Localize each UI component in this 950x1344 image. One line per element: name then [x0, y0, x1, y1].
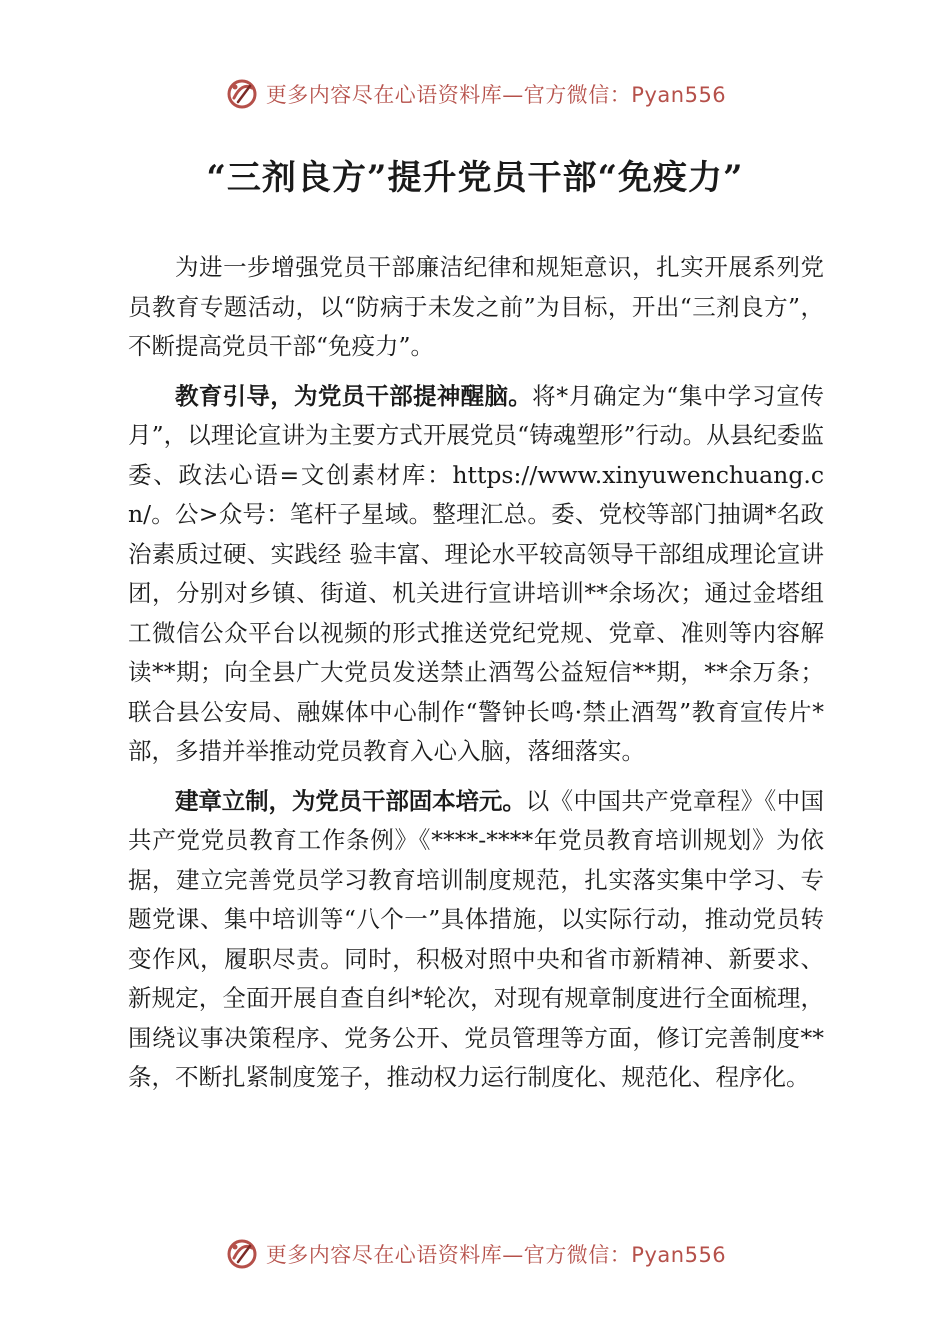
header-watermark [0, 76, 950, 112]
document-title: “三剂良方”提升党员干部“免疫力” [206, 158, 744, 198]
paragraph-lead: 建章立制，为党员干部固本培元。 [175, 786, 526, 815]
paragraph-text: 以《中国共产党章程》《中国共产党党员教育工作条例》《****-****年党员教育培训规划》为依据，建立完善党员学习教育培训制度规范，扎实落实集中学习、专题党课、集中培训等“八个一”具体措施，以实际行动，推动党员转变作风，履职尽责。同时，积极对照中央和省市新精神、新要求、新规定，全面开展自查自纠*轮次，对现有规章制度进行全面梳理，围绕议事决策程序、党务公开、党员管理等方面，修订完善制度**条，不断扎紧制度笼子，推动权力运行制度化、规范化、程序化。 [128, 786, 825, 1091]
watermark-text: 更多内容尽在心语资料库—官方微信：Pyan556 [265, 83, 727, 107]
paragraph-text: 将*月确定为“集中学习宣传月”，以理论宣讲为主要方式开展党员“铸魂塑形”行动。从县纪委监委、政法心语=文创素材库：https://www.xinyuwenchuang.cn/。公>众号：笔杆子星域。整理汇总。委、党校等部门抽调*名政治素质过硬、实践经 验丰富、理论水平较高领导干部组成理论宣讲团，分别对乡镇、街道、机关进行宣讲培训**余场次；通过金塔组工微信公众平台以视频的形式推送党纪党规、党章、准则等内容解读**期；向全县广大党员发送禁止酒驾公益短信**期，**余万条；联合县公安局、融媒体中心制作“警钟长鸣·禁止酒驾”教育宣传片*部，多措并举推动党员教育入心入脑，落细落实。 [128, 381, 825, 765]
watermark-logo-icon [224, 1236, 260, 1272]
paragraph-intro [128, 248, 824, 367]
paragraph-institution [128, 782, 824, 1098]
watermark-text: 更多内容尽在心语资料库—官方微信：Pyan556 [265, 1243, 727, 1267]
paragraph-education [128, 377, 824, 772]
document-body [128, 248, 824, 1108]
paragraph-lead: 教育引导，为党员干部提神醒脑。 [175, 381, 533, 410]
paragraph-text: 为进一步增强党员干部廉洁纪律和规矩意识，扎实开展系列党员教育专题活动，以“防病于未发之前”为目标，开出“三剂良方”，不断提高党员干部“免疫力”。 [128, 253, 824, 360]
footer-watermark [0, 1236, 950, 1272]
watermark-logo-icon [224, 76, 260, 112]
